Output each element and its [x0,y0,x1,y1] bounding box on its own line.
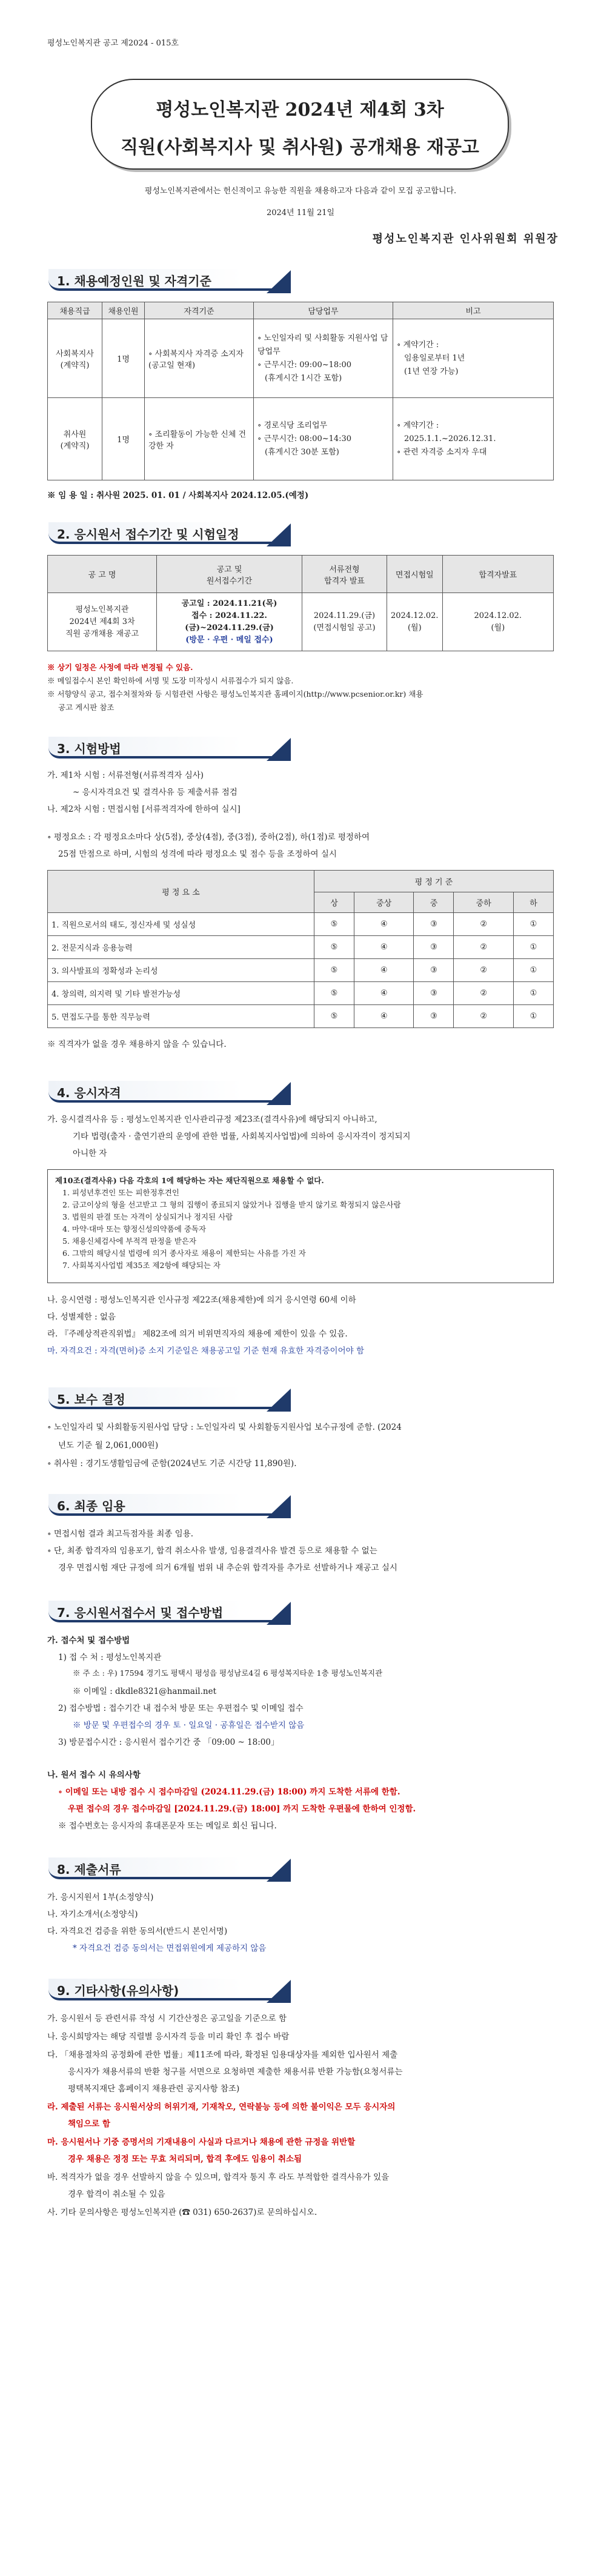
interview-cell: 2024.12.02. (월) [387,593,443,651]
th-rank: 채용직급 [48,302,102,319]
box-line: 6. 그밖의 해당시설 법령에 의거 종사자로 채용이 제한되는 사유를 가진 자 [62,1249,306,1258]
qual-line: 가. 응시결격사유 등 : 평성노인복지관 인사관리규정 제23조(결격사유)에 해당되지 아니하고, [47,1115,377,1124]
section-7-title: 7. 응시원서접수서 및 접수방법 [57,1605,224,1620]
apply-line: ※ 접수번호는 응시자의 휴대폰문자 또는 메일로 회신 됩니다. [58,1821,277,1831]
note-line: ∘ 관련 자격증 소지자 우대 [397,447,487,457]
misc-line: 경우 합격이 취소될 수 있음 [68,2189,165,2199]
section-1-heading [48,267,303,293]
intro-text: 평성노인복지관에서는 헌신적이고 유능한 직원을 채용하고자 다음과 같이 모집 공고합니다. [144,187,457,196]
apply-line: ※ 방문 및 우편접수의 경우 토 · 일요일 · 공휴일은 접수받지 않음 [73,1721,305,1730]
eval-item: 3. 의사발표의 정확성과 논리성 [48,959,314,982]
score-cell: ④ [354,1005,414,1028]
section-7-heading [48,1598,303,1625]
th-score: 상 [314,892,354,913]
schedule-note: 공고 게시판 참조 [58,703,115,712]
score-cell: ④ [354,936,414,959]
box-line: 4. 마약·대마 또는 향정신성의약품에 중독자 [62,1224,207,1233]
section-4-title: 4. 응시자격 [57,1086,121,1100]
doc-cell: 2024.11.29.(금) (면접시험일 공고) [302,593,387,651]
qual-line: 기타 법령(출자 · 출연기관의 운영에 관한 법률, 사회복지사업법)에 의하여 응시자격이 정지되지 [73,1132,411,1141]
title-line-2: 직원(사회복지사 및 취사원) 공개채용 재공고 [121,137,479,158]
section-9-title: 9. 기타사항(유의사항) [57,1983,179,1998]
eval-note: 25점 만점으로 하며, 시험의 성격에 따라 평정요소 및 점수 등을 조정하여 실시 [58,849,337,859]
apply-line: 우편 접수의 경우 접수마감일 [2024.11.29.(금) 18:00] 까지 도착한 우편물에 한하여 인정함. [68,1804,416,1814]
score-cell: ⑤ [314,936,354,959]
apply-line: 2) 접수방법 : 접수기간 내 접수처 방문 또는 우편접수 및 이메일 접수 [58,1704,304,1713]
box-line: 3. 법원의 판결 또는 자격이 상실되거나 정지된 사람 [62,1212,233,1221]
qual-cell: ∘ 사회복지사 자격증 소지자(공고일 현재) [145,319,254,398]
box-line: 1. 피성년후견인 또는 피한정후견인 [62,1188,179,1197]
section-8-heading [48,1855,303,1882]
misc-line: 다. 「채용절차의 공정화에 관한 법률」제11조에 따라, 확정된 임용대상자를 제외한 입사원서 제출 [47,2050,398,2060]
th-note: 비고 [393,302,554,319]
section-2-heading [48,520,303,546]
eval-note: ∘ 평정요소 : 각 평정요소마다 상(5점), 중상(4점), 중(3점), 중하(2점), 하(1점)로 평정하여 [47,832,370,842]
docs-line: 나. 자기소개서(소정양식) [47,1910,138,1919]
misc-line: 사. 기타 문의사항은 평성노인복지관 (☎ 031) 650-2637)로 문의하십시오. [47,2208,317,2217]
period-cell [157,593,302,651]
duty-line: ∘ 근무시간: 09:00~18:00 [257,360,352,370]
docs-line: * 자격요건 검증 동의서는 면접위원에게 제공하지 않음 [73,1944,267,1953]
section-6-heading [48,1492,303,1518]
section-2-title: 2. 응시원서 접수기간 및 시험일정 [57,527,239,542]
misc-line: 평택복지재단 홈페이지 채용관련 공지사항 참조) [68,2084,240,2094]
score-cell: ② [454,959,513,982]
disqualification-box [47,1169,554,1283]
pay-line: 년도 기준 월 2,061,000원) [58,1441,159,1450]
section-6-title: 6. 최종 임용 [57,1499,125,1513]
score-cell: ③ [414,936,454,959]
title-box [91,79,509,170]
note-line: 2025.1.1.~2026.12.31. [404,434,496,443]
rank-cell: 취사원 (계약직) [48,398,102,480]
misc-line: 책임으로 함 [68,2119,110,2129]
section-8-title: 8. 제출서류 [57,1862,121,1877]
schedule-note: ※ 서향양식 공고, 접수처절차와 등 시험관련 사항은 평성노인복지관 홈페이지(http://www.pcsenior.or.kr) 채용 [47,689,423,699]
eval-footnote: ※ 직격자가 없을 경우 채용하지 않을 수 있습니다. [47,1040,227,1049]
eval-item: 2. 전문지식과 응용능력 [48,936,314,959]
duty-line: (휴게시간 30분 포함) [265,447,339,457]
notice-date: 2024년 11월 21일 [266,208,335,217]
qual-cell: ∘ 조리활동이 가능한 신체 건강한 자 [145,398,254,480]
recruit-table [47,302,554,480]
section-5-heading [48,1385,303,1412]
score-cell: ④ [354,982,414,1005]
eval-item: 4. 창의력, 의지력 및 기타 발전가능성 [48,982,314,1005]
score-cell: ⑤ [314,982,354,1005]
score-cell: ② [454,936,513,959]
qual-line: 마. 자격요건 : 자격(면허)증 소지 기준일은 채용공고일 기준 현재 유효한 자격증이어야 함 [47,1346,365,1356]
title-line-1: 평성노인복지관 2024년 제4회 3차 [156,99,444,121]
section-3-heading [48,734,303,761]
score-cell: ⑤ [314,959,354,982]
pay-line: ∘ 노인일자리 및 사회활동지원사업 담당 : 노인일자리 및 사회활동지원사업 보수규정에 준함. (2024 [47,1422,402,1432]
note-line: ∘ 계약기간 : [397,340,439,350]
th-eval-scale: 평 정 기 준 [314,871,554,892]
final-line: ∘ 단, 최종 합격자의 임용포기, 합격 취소사유 발생, 임용결격사유 발견 등으로 채용할 수 없는 [47,1546,377,1556]
schedule-note: ※ 상기 일정은 사정에 따라 변경될 수 있음. [47,663,193,672]
note-line: (1년 연장 가능) [404,367,459,376]
misc-line: 경우 채용은 정정 또는 무효 처리되며, 합격 후에도 임용이 취소됨 [68,2154,302,2164]
schedule-table [47,555,554,651]
docs-line: 가. 응시지원서 1부(소정양식) [47,1893,154,1902]
eval-item: 1. 직원으로서의 태도, 정신자세 및 성실성 [48,913,314,936]
apply-line: ∘ 이메일 또는 내방 접수 시 접수마감일 (2024.11.29.(금) 18:00) 까지 도착한 서류에 한함. [58,1787,400,1797]
score-cell: ③ [414,913,454,936]
signer: 평성노인복지관 인사위원회 위원장 [372,233,559,245]
th-eval-item: 평 정 요 소 [48,871,314,913]
duty-line: ∘ 근무시간: 08:00~14:30 [257,434,352,443]
apply-line: ※ 이메일 : dkdle8321@hanmail.net [73,1687,216,1696]
appointment-date: ※ 임 용 일 : 취사원 2025. 01. 01 / 사회복지사 2024.12.05.(예정) [47,491,309,500]
apply-line: ※ 주 소 : 우) 17594 경기도 평택시 평성읍 평성남로4길 6 평성복지타운 1층 평성노인복지관 [73,1668,383,1678]
box-line: 제10조(결격사유) 다음 각호의 1에 해당하는 자는 채단직원으로 채용할 수 없다. [55,1176,324,1185]
box-line: 2. 금고이상의 형을 선고받고 그 형의 집행이 종료되지 않았거나 집행을 받지 않기로 확정되지 않은사람 [62,1200,401,1209]
box-line: 7. 사회복지사업법 제35조 제2항에 해당되는 자 [62,1261,221,1270]
notice-number: 평성노인복지관 공고 제2024 - 015호 [47,39,179,48]
score-cell: ③ [414,1005,454,1028]
score-cell: ⑤ [314,913,354,936]
duty-line: ∘ 경로식당 조리업무 [257,420,328,430]
score-cell: ④ [354,959,414,982]
score-cell: ① [513,913,553,936]
score-cell: ② [454,913,513,936]
pay-line: ∘ 취사원 : 경기도생활임금에 준함(2024년도 기준 시간당 11,890원). [47,1459,297,1469]
misc-line: 나. 응시희망자는 해당 직렬별 응시자격 등을 미리 확인 후 접수 바람 [47,2032,290,2042]
count-cell: 1명 [102,319,145,398]
period-line: (방문 · 우편 · 메일 접수) [185,635,273,645]
final-line: ∘ 면접시험 결과 최고득점자를 최종 임용. [47,1529,194,1539]
misc-line: 라. 제출된 서류는 응시원서상의 허위기재, 기재착오, 연락불능 등에 의한 불이익은 모두 응시자의 [47,2102,396,2112]
duty-line: (휴게시간 1시간 포함) [265,373,342,383]
score-cell: ④ [354,913,414,936]
th-interview: 면접시험일 [387,556,443,593]
misc-line: 바. 적격자가 없을 경우 선발하지 않을 수 있으며, 합격자 통지 후 라도 부적합한 결격사유가 있을 [47,2173,390,2182]
section-9-heading [48,1976,303,2003]
misc-line: 응시자가 채용서류의 반환 청구를 서면으로 요청하면 제출한 채용서류 반환 가능함(요청서류는 [68,2067,403,2077]
method-line: 나. 제2차 시험 : 면접시험 [서류적격자에 한하여 실시] [47,805,241,814]
schedule-note: ※ 메일접수시 본인 확인하에 서명 및 도장 미작성시 서류접수가 되지 않음. [47,676,294,685]
qual-line: 아니한 자 [73,1149,107,1158]
score-cell: ③ [414,959,454,982]
th-score: 중 [414,892,454,913]
th-result: 합격자발표 [442,556,553,593]
score-cell: ⑤ [314,1005,354,1028]
rank-cell: 사회복지사 (계약직) [48,319,102,398]
duty-line: ∘ 노인일자리 및 사회활동 지원사업 담당업무 [257,333,388,356]
score-cell: ① [513,936,553,959]
misc-line: 마. 응시원서나 기중 증명서의 기재내용이 사실과 다르거나 채용에 관한 규정을 위반할 [47,2137,356,2147]
method-line: 가. 제1차 시험 : 서류전형(서류적격자 심사) [47,771,204,780]
box-line: 5. 채용신체검사에 부적격 판정을 받은자 [62,1237,197,1246]
apply-line: 1) 접 수 처 : 평성노인복지관 [58,1653,162,1662]
qual-line: 라. 『주례상적관직위법』 제82조에 의거 비위면직자의 채용에 제한이 있을 수 있음. [47,1329,348,1339]
th-doc: 서류전형 합격자 발표 [302,556,387,593]
result-cell: 2024.12.02. (월) [442,593,553,651]
note-line: ∘ 계약기간 : [397,420,439,430]
eval-table [47,870,554,1028]
apply-line: 나. 원서 접수 시 유의사항 [47,1770,141,1780]
th-score: 중상 [354,892,414,913]
apply-line: 3) 방문접수시간 : 응시원서 접수기간 중 「09:00 ~ 18:00」 [58,1738,279,1747]
score-cell: ① [513,982,553,1005]
th-period: 공고 및 원서접수기간 [157,556,302,593]
section-1-title: 1. 채용예정인원 및 자격기준 [57,274,211,288]
note-line: 임용일로부터 1년 [404,353,465,363]
method-line: ~ 응시자격요건 및 결격사유 등 제출서류 점검 [73,788,237,797]
th-name: 공 고 명 [48,556,157,593]
th-count: 채용인원 [102,302,145,319]
note-cell [393,319,554,398]
th-score: 하 [513,892,553,913]
section-3-title: 3. 시험방법 [57,742,121,756]
docs-line: 다. 자격요건 검증을 위한 동의서(반드시 본인서명) [47,1927,228,1936]
count-cell: 1명 [102,398,145,480]
final-line: 경우 면접시험 재단 규정에 의거 6개월 범위 내 추순위 합격자를 추가로 선발하거나 재공고 실시 [58,1563,397,1573]
qual-line: 다. 성별제한 : 없음 [47,1312,116,1322]
score-cell: ③ [414,982,454,1005]
section-4-heading [48,1078,303,1105]
duty-cell [254,319,393,398]
period-line: 공고일 : 2024.11.21(목) [181,599,277,608]
score-cell: ① [513,1005,553,1028]
section-5-title: 5. 보수 결정 [57,1392,125,1407]
qual-line: 나. 응시연령 : 평성노인복지관 인사규정 제22조(채용제한)에 의거 응시연령 60세 이하 [47,1295,356,1305]
note-cell [393,398,554,480]
eval-item: 5. 면접도구를 통한 직무능력 [48,1005,314,1028]
misc-line: 가. 응시원서 등 관련서류 작성 시 기간산정은 공고일을 기준으로 함 [47,2014,287,2023]
score-cell: ① [513,959,553,982]
duty-cell [254,398,393,480]
th-qual: 자격기준 [145,302,254,319]
period-line: 접수 : 2024.11.22.(금)~2024.11.29.(금) [185,611,274,632]
th-duty: 담당업무 [254,302,393,319]
score-cell: ② [454,982,513,1005]
score-cell: ② [454,1005,513,1028]
notice-name-cell: 평성노인복지관 2024년 제4회 3차 직원 공개채용 재공고 [48,593,157,651]
apply-line: 가. 접수처 및 접수방법 [47,1636,130,1645]
th-score: 중하 [454,892,513,913]
